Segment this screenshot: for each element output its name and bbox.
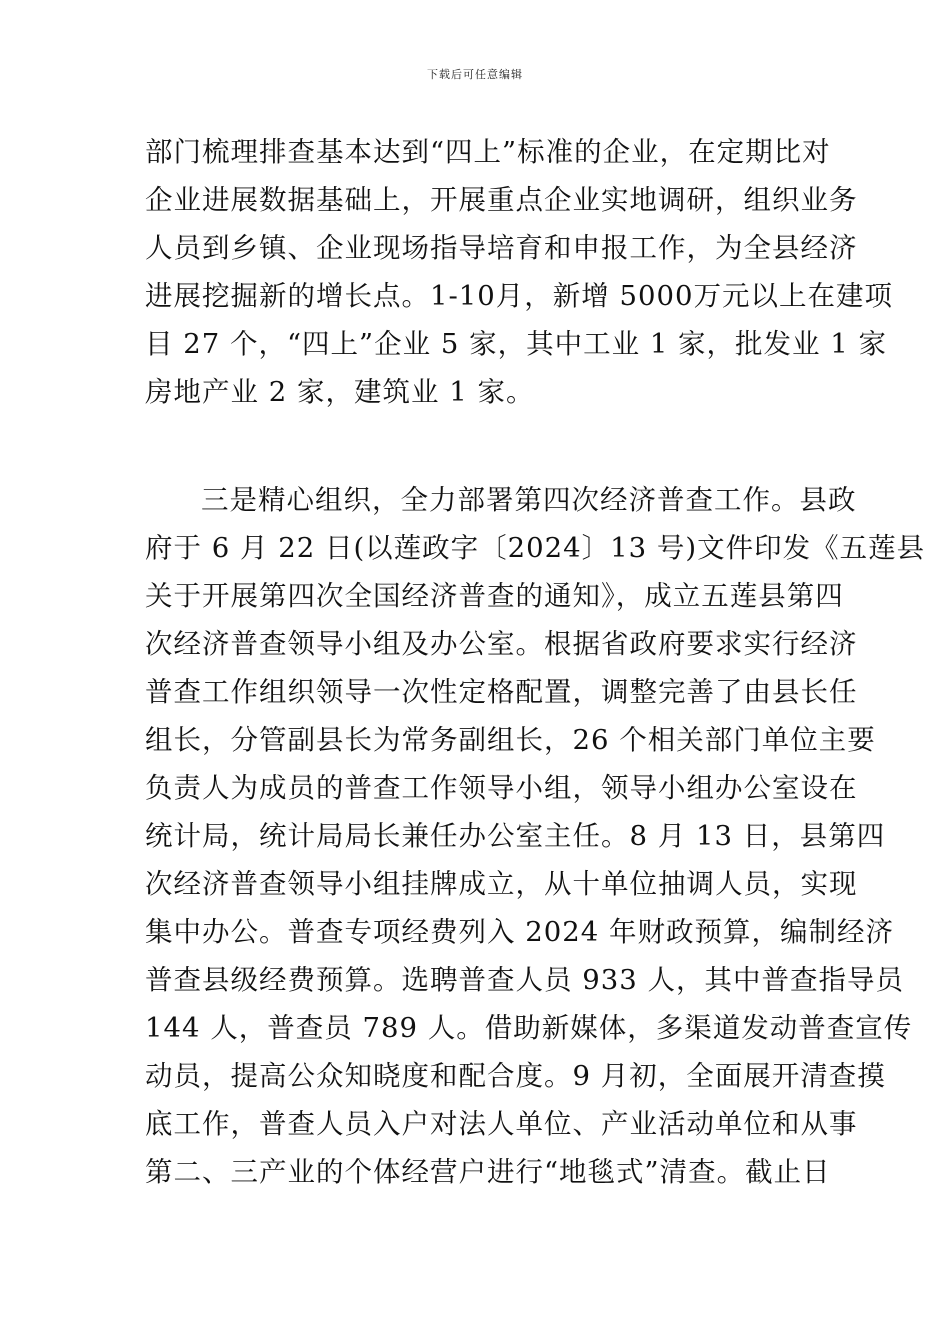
paragraph-line: 普查县级经费预算。选聘普查人员 933 人，其中普查指导员 — [145, 964, 904, 996]
paragraph-line: 房地产业 2 家，建筑业 1 家。 — [145, 376, 535, 408]
paragraph-line: 集中办公。普查专项经费列入 2024 年财政预算，编制经济 — [145, 916, 894, 948]
paragraph-line: 第二、三产业的个体经营户进行“地毯式”清查。截止日 — [145, 1156, 831, 1188]
paragraph-line: 部门梳理排查基本达到“四上”标准的企业，在定期比对 — [145, 136, 831, 168]
paragraph-line: 人员到乡镇、企业现场指导培育和申报工作，为全县经济 — [145, 232, 858, 264]
paragraph-line: 进展挖掘新的增长点。1-10月，新增 5000万元以上在建项 — [145, 280, 894, 312]
paragraph-line: 底工作，普查人员入户对法人单位、产业活动单位和从事 — [145, 1108, 858, 1140]
paragraph-line: 统计局，统计局局长兼任办公室主任。8 月 13 日，县第四 — [145, 820, 886, 852]
paragraph-line: 府于 6 月 22 日(以莲政字〔2024〕13 号)文件印发《五莲县 — [145, 532, 926, 564]
paragraph-line: 企业进展数据基础上，开展重点企业实地调研，组织业务 — [145, 184, 858, 216]
paragraph-line: 次经济普查领导小组及办公室。根据省政府要求实行经济 — [145, 628, 858, 660]
paragraph-2 — [145, 476, 926, 1196]
paragraph-line: 动员，提高公众知晓度和配合度。9 月初，全面展开清查摸 — [145, 1060, 886, 1092]
paragraph-line: 关于开展第四次全国经济普查的通知》，成立五莲县第四 — [145, 580, 844, 612]
paragraph-line: 负责人为成员的普查工作领导小组，领导小组办公室设在 — [145, 772, 858, 804]
paragraph-line: 144 人，普查员 789 人。借助新媒体，多渠道发动普查宣传 — [145, 1012, 913, 1044]
paragraph-1 — [145, 128, 894, 416]
header-note: 下载后可任意编辑 — [427, 68, 523, 81]
paragraph-line: 组长，分管副县长为常务副组长，26 个相关部门单位主要 — [145, 724, 876, 756]
paragraph-line: 目 27 个，“四上”企业 5 家，其中工业 1 家，批发业 1 家 — [145, 328, 888, 360]
paragraph-line: 三是精心组织，全力部署第四次经济普查工作。县政 — [201, 484, 857, 516]
paragraph-line: 次经济普查领导小组挂牌成立，从十单位抽调人员，实现 — [145, 868, 858, 900]
paragraph-line: 普查工作组织领导一次性定格配置，调整完善了由县长任 — [145, 676, 858, 708]
